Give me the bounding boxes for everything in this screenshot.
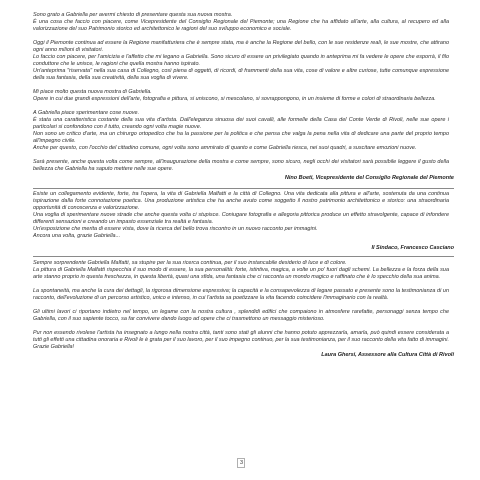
signature: Laura Ghersi, Assessore alla Cultura Città di Rivoli [321, 352, 454, 358]
paragraph: È una cosa che faccio con piacere, come Vicepresidente del Consiglio Regionale del Piemonte; una Regione che ha affidato all'arte, alla cultura, al recupero ed alla valorizzazione del suo Patrimonio storico ed architettonico le ragioni del suo sviluppo economico e sociale. [33, 19, 449, 32]
paragraph: Lo faccio con piacere, per l'amicizia e l'affetto che mi legano a Gabriella. Sono sicuro di essere un privilegiato quando in anteprima mi fa vedere le opere che esporrà, il filo conduttore che le unisce, le ragioni che quella mostra hanno ispirato. [33, 54, 449, 67]
page-number: 3 [239, 460, 244, 466]
paragraph: Oggi il Piemonte continua ad essere la Regione manifatturiera che è sempre stata, ma è anche la Regione del bello, con le sue residenze reali, le sue mostre, che attirano ogni anno milioni di visitatori. [33, 40, 449, 53]
paragraph: Opere in cui due grandi espressioni dell'arte, fotografia e pittura, si uniscono, si mescolano, si sovrappongono, in un insieme di forme e colori di straordinaria bellezza. [33, 96, 436, 102]
page-number-box [237, 458, 245, 468]
paragraph: La pittura di Gabriella Malfatti rispecchia il suo modo di essere, la sua personalità: forte, istintiva, magica, a volte un po' fuori dagli schemi. La bellezza e la forza della sua arte stanno proprio in questa freschezza, in questa libertà, quasi una sfida, una fantasia che ci racconta un mondo magico e raffinato che è lo specchio della sua anima. [33, 267, 449, 280]
paragraph: Non sono un critico d'arte, ma un chirurgo ortopedico che ha la passione per la politica e che pensa che valga la pena nella vita di dedicare una parte del proprio tempo all'impegno civile. [33, 131, 449, 144]
paragraph: Sempre sorprendente Gabriella Malfatti, sa stupire per la sua ricerca continua, per il suo instancabile desiderio di luce e di colore. [33, 260, 347, 266]
paragraph: Una voglia di sperimentare nuove strade che anche questa volta ci stupisce. Coniugare fotografia e allegoria pittorica produce un effetto stravolgente, capace di infondere differenti sensazioni e creando un impasto essenziale tra realtà e fantasia. [33, 212, 449, 225]
signature: Nino Boeti, Vicepresidente del Consiglio Regionale del Piemonte [284, 175, 454, 181]
section-divider [33, 188, 454, 189]
paragraph: Sarà presente, anche questa volta come sempre, all'inaugurazione della mostra e come sempre, sono sicuro, negli occhi dei visitatori sarà possibile leggere il gusto della bellezza che Gabriella ha saputo mettere nelle sue opere. [33, 159, 449, 172]
paragraph: Mi piace molto questa nuova mostra di Gabriella. [33, 89, 152, 95]
paragraph: Un'anteprima "riservata" nella sua casa di Collegno, così piena di oggetti, di ricordi, di frammenti della sua vita, cose di valore e altre curiose, tutte comunque espressione della sua fantasia, della sua creatività, della sua voglia di vivere. [33, 68, 449, 81]
paragraph: Pur non essendo rivolese l'artista ha insegnato a lungo nella nostra città, tanti sono stati gli alunni che hanno potuto apprezzarla, amarla, può quindi essere considerata a tutti gli effetti una cittadina onoraria e Rivoli le è grata per il suo lavoro, per il suo impegno continuo, per la sua testimonianza, per il suo racconto della vita fatto di immagini. Grazie Gabriella! [33, 330, 449, 350]
signature: Il Sindaco, Francesco Casciano [371, 245, 454, 251]
paragraph: È stata una caratteristica costante della sua vita d'artista. Dall'eleganza sinuosa dei suoi cavalli, alle formelle della Casa del Conte Verde di Rivoli, nelle sue opere i particolari si confondono con il tutto, creando ogni volta magie nuove. [33, 117, 449, 130]
paragraph: Sono grato a Gabriella per avermi chiesto di presentare questa sua nuova mostra. [33, 12, 233, 18]
paragraph: Ancora una volta, grazie Gabriella... [33, 233, 121, 239]
paragraph: Gli ultimi lavori ci riportano indietro nel tempo, un legame con la nostra cultura , splendidi edifici che compaiono in atmosfere rarefatte, personaggi senza tempo che Gabriella, con il suo sapiente tocco, sa far convivere dando luogo ad opere che ci trasmettono un messaggio misterioso. [33, 309, 449, 322]
paragraph: La spontaneità, ma anche la cura dei dettagli, la rigorosa dimensione espressiva; la capacità e la consapevolezza di legare passato e presente sono la testimonianza di un racconto, dell'evoluzione di un percorso artistico, unico e intenso, in cui l'artista sa poetizzare la vita facendo coincidere l'immaginario con la realtà. [33, 288, 449, 301]
paragraph: Esiste un collegamento evidente, forte, tra l'opera, la vita di Gabriella Malfatti e la città di Collegno. Una vita dedicata alla pittura e all'arte, sostenuta da una continua ispirazione dalla forte connotazione poetica. Una produzione artistica che ha anche avuto come soggetto il nostro patrimonio architettonico e storico: una straordinaria opportunità di conoscenza e valorizzazione. [33, 191, 449, 211]
section-divider [33, 256, 454, 257]
paragraph: A Gabriella piace sperimentare cose nuove. [33, 110, 140, 116]
paragraph: Un'esposizione che merita di essere vista, dove la ricerca del bello trova riscontro in un nuovo racconto per immagini. [33, 226, 318, 232]
paragraph: Anche per questo, con l'occhio del cittadino comune, ogni volta sono ammirato di quanto e come Gabriella riesca, nei suoi quadri, a suscitare emozioni nuove. [33, 145, 417, 151]
